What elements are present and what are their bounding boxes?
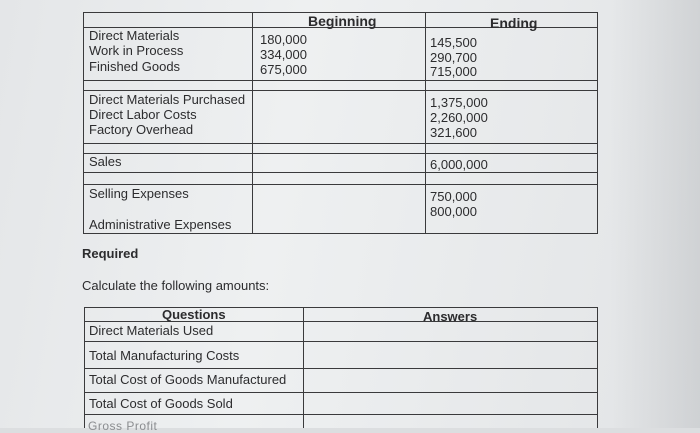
row-divider [83,90,598,91]
column-divider [252,12,253,234]
cut-off-row: Gross Profit [88,419,158,433]
row-divider [84,414,598,415]
row-divider [83,80,598,81]
ending-finished-goods: 715,000 [430,64,477,79]
value-direct-labor-costs: 2,260,000 [430,110,488,125]
value-administrative-expenses: 800,000 [430,204,477,219]
label-sales: Sales [89,154,122,169]
value-sales: 6,000,000 [430,157,488,172]
value-direct-materials-purchased: 1,375,000 [430,95,488,110]
question-row: Direct Materials Used [89,323,214,338]
label-work-in-process: Work in Process [89,43,184,58]
label-factory-overhead: Factory Overhead [89,122,194,137]
row-divider [84,392,598,393]
ending-direct-materials: 145,500 [430,35,477,50]
beginning-finished-goods: 675,000 [260,62,307,77]
beginning-header: Beginning [308,13,377,29]
ending-header: Ending [490,15,538,31]
instruction-text: Calculate the following amounts: [82,278,270,293]
label-direct-materials: Direct Materials [89,28,180,43]
row-divider [83,184,598,185]
beginning-direct-materials: 180,000 [260,32,307,47]
question-row: Total Cost of Goods Sold [89,396,233,411]
photo-shadow [610,0,700,428]
row-divider [83,172,598,173]
label-finished-goods: Finished Goods [89,59,181,74]
column-divider [425,12,426,234]
questions-header: Questions [162,307,226,322]
question-row: Total Manufacturing Costs [89,348,240,363]
answers-header: Answers [423,309,478,324]
label-direct-labor-costs: Direct Labor Costs [89,107,197,122]
label-direct-materials-purchased: Direct Materials Purchased [89,92,246,107]
row-divider [83,143,598,144]
label-administrative-expenses: Administrative Expenses [89,217,232,232]
value-factory-overhead: 321,600 [430,125,477,140]
question-row: Total Cost of Goods Manufactured [89,372,287,387]
required-heading: Required [82,246,139,261]
row-divider [84,368,598,369]
ending-work-in-process: 290,700 [430,50,477,65]
label-selling-expenses: Selling Expenses [89,186,189,201]
value-selling-expenses: 750,000 [430,189,477,204]
row-divider [83,153,598,154]
beginning-work-in-process: 334,000 [260,47,307,62]
row-divider [84,341,598,342]
